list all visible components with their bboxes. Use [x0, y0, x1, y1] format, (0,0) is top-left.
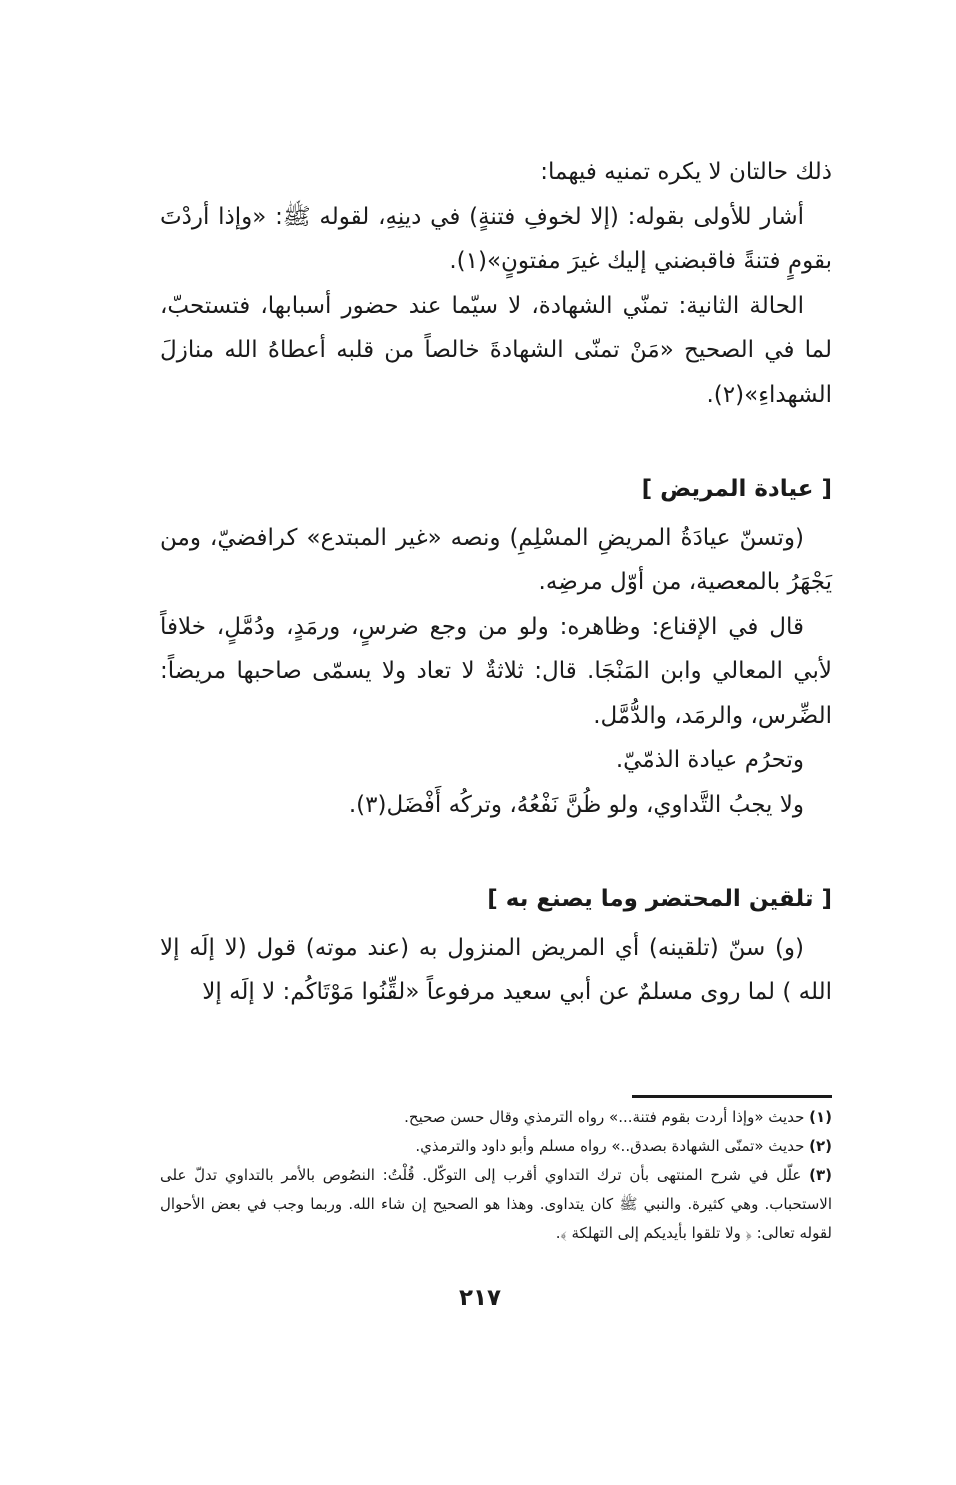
- footnote-divider: [632, 1095, 832, 1098]
- footnote-2-text: حديث «تمنّى الشهادة بصدق..» رواه مسلم وأبو داود والترمذي.: [415, 1137, 805, 1155]
- main-text: [160, 150, 832, 1015]
- section-heading-visiting-sick: [ عيادة المريض ]: [641, 476, 832, 502]
- paragraph-iqna-quote: قال في الإقناع: وظاهره: ولو من وجع ضرسٍ، ورمَدٍ، ودُمَّلٍ، خلافاً لأبي المعالي وابن المَنْجَا. قال: ثلاثةٌ لا تعاد ولا يسمّى صاحبها مريضاً: الضِّرس، والرمَد، والدُّمَّل.: [160, 613, 832, 729]
- page-number: ٢١٧: [458, 1285, 502, 1311]
- footnote-2-number: (٢): [809, 1137, 832, 1155]
- paragraph-intro: ذلك حالتان لا يكره تمنيه فيهما:: [540, 159, 832, 185]
- footnote-3: [160, 1161, 832, 1248]
- footnote-3-text: علّل في شرح المنتهى بأن ترك التداوي أقرب إلى التوكّل. قُلْتُ: النصُوص بالأمر بالتداوي تدلّ على الاستحباب. وهي كثيرة. والنبي ﷺ كان يتداوى. وهذا هو الصحيح إن شاء الله. وربما وجب في بعض الأحوال لقوله تعالى: ﴿ ولا تلقوا بأيديكم إلى التهلكة ﴾.: [160, 1166, 832, 1242]
- footnote-1-number: (١): [809, 1108, 832, 1126]
- paragraph-visiting-sick: (وتسنّ عيادَةُ المريضِ المسْلِمِ) ونصه «غير المبتدع» كرافضيّ، ومن يَجْهَرُ بالمعصية، من أوّل مرضِه.: [160, 524, 832, 595]
- paragraph-medication: ولا يجبُ التَّداوي، ولو ظُنَّ نَفْعُهُ، وتركُه أَفْضَل(٣).: [348, 791, 804, 818]
- paragraph-second-case: الحالة الثانية: تمنّي الشهادة، لا سيّما عند حضور أسبابها، فتستحبّ، لما في الصحيح «مَنْ تمنّى الشهادةَ خالصاً من قلبه أعطاهُ الله منازلَ الشهداءِ»(٢).: [160, 292, 832, 408]
- footnote-1: [160, 1103, 832, 1132]
- paragraph-talqin: (و) سنّ (تلقينه) أي المريض المنزول به (عند موته) قول (لا إلَه إلا الله ) لما روى مسلمٌ عن أبي سعيد مرفوعاً «لقِّنُوا مَوْتَاكُم: لا إلَه إلا: [160, 934, 832, 1005]
- footnotes: [160, 1103, 832, 1248]
- paragraph-first-case: أشار للأولى بقوله: (إلا لخوفِ فتنةٍ) في دينِهِ، لقوله ﷺ: «وإذا أردْتَ بقومٍ فتنةً فاقبضني إليك غيرَ مفتونٍ»(١).: [160, 203, 832, 274]
- footnote-1-text: حديث «وإذا أردت بقوم فتنة...» رواه الترمذي وقال حسن صحيح.: [404, 1108, 805, 1126]
- section-heading-dying: [ تلقين المحتضر وما يصنع به ]: [487, 886, 832, 912]
- footnote-3-number: (٣): [809, 1166, 832, 1184]
- paragraph-dhimmi: وتحرُم عيادة الذمّيّ.: [615, 747, 804, 773]
- footnote-2: [160, 1132, 832, 1161]
